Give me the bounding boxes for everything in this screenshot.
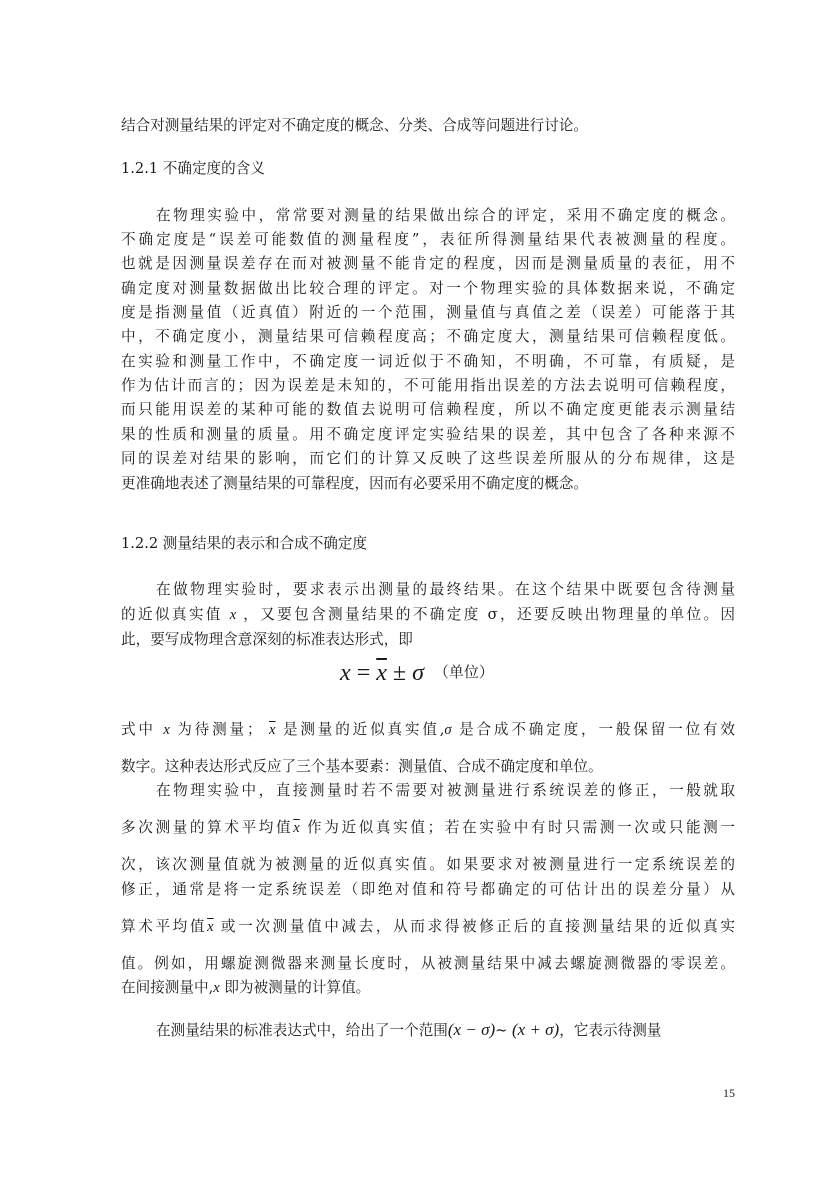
variable-x: x [340, 660, 351, 686]
paragraph-line: 在物理实验中，直接测量时若不需要对被测量进行系统误差的修正，一般就取 [156, 782, 735, 799]
tilde-sign: ~ [495, 1022, 508, 1039]
text-run: 为待测量； [177, 721, 262, 738]
mean-x: $\overline{x}$ [207, 919, 214, 935]
paragraph-line: 作为估计而言的；因为误差是未知的，不可能用指出误差的方法去说明可信赖程度， [121, 377, 735, 394]
plus-minus-sign: ± [392, 660, 407, 686]
paragraph-line [121, 720, 735, 740]
paragraph-line [121, 605, 735, 625]
paragraph-line: 也就是因测量误差存在而对被测量不能肯定的程度，因而是测量质量的表征，用不 [121, 255, 735, 272]
paragraph-line: 在物理实验中，常常要对测量的结果做出综合的评定，采用不确定度的概念。 [156, 207, 735, 224]
paragraph-line: 修正，通常是将一定系统误差（即绝对值和符号都确定的可估计出的误差分量）从 [121, 881, 735, 898]
paragraph-line: 此，要写成物理含意深刻的标准表达形式，即 [121, 631, 413, 648]
text-run: 即为被测量的计算值。 [224, 979, 371, 996]
sigma-symbol: σ [444, 722, 452, 738]
text-run: 是合成不确定度，一般保留一位有效 [459, 721, 735, 738]
paragraph-line: 在做物理实验时，要求表示出测量的最终结果。在这个结果中既要包含待测量 [156, 581, 735, 598]
section-heading-1-2-1: 1.2.1 不确定度的含义 [121, 160, 265, 177]
text-run: 在测量结果的标准表达式中，给出了一个范围 [156, 1022, 448, 1039]
paragraph-line [121, 818, 735, 838]
text-run: 多次测量的算术平均值 [121, 819, 294, 836]
paragraph-line: 度是指测量值（近真值）附近的一个范围，测量值与真值之差（误差）可能落于其 [121, 304, 735, 321]
text-run: 式中 [121, 721, 156, 738]
paragraph-line: 次，该次测量值就为被测量的近似真实值。如果要求对被测量进行一定系统误差的 [121, 856, 735, 873]
mean-x: $\overline{x}$ [376, 660, 387, 686]
variable-x: x [163, 722, 170, 738]
intro-line: 结合对测量结果的评定对不确定度的概念、分类、合成等问题进行讨论。 [121, 117, 589, 134]
text-run: 或一次测量值中减去，从而求得被修正后的直接测量结果的近似真实 [220, 918, 735, 935]
paragraph-line: 数字。这种表达形式反应了三个基本要素：测量值、合成不确定度和单位。 [121, 758, 603, 775]
range-upper-bound: (x + σ) [512, 1020, 560, 1039]
paragraph-line: 果的性质和测量的质量。用不确定度评定实验结果的误差，其中包含了各种来源不 [121, 426, 735, 443]
paragraph-line [121, 917, 735, 937]
paragraph-line [121, 978, 735, 998]
page-number: 15 [723, 1086, 735, 1100]
standard-expression-formula [0, 660, 834, 687]
section-heading-1-2-2: 1.2.2 测量结果的表示和合成不确定度 [121, 535, 368, 552]
paragraph-line: 不确定度是“误差可能数值的测量程度”，表征所得测量结果代表被测量的程度。 [121, 231, 735, 248]
paragraph-line: 更准确地表述了测量结果的可靠程度，因而有必要采用不确定度的概念。 [121, 475, 589, 492]
section-2-paragraph-4 [156, 1020, 735, 1041]
sigma-symbol: σ [412, 660, 424, 686]
formula-unit: （单位） [433, 663, 494, 681]
mean-x: $\overline{x}$ [293, 820, 300, 836]
equals-sign: = [356, 660, 371, 686]
paragraph-line: 中，不确定度小，测量结果可信赖程度高；不确定度大，测量结果可信赖程度低。 [121, 328, 735, 345]
text-run: 是测量的近似真实值, [282, 721, 445, 738]
text-run: 作为近似真实值；若在实验中有时只需测一次或只能测一 [307, 819, 735, 836]
formula-math [340, 660, 424, 686]
text-run: 算术平均值 [121, 918, 208, 935]
text-run: 的近似真实值 [121, 606, 223, 623]
paragraph-line: 而只能用误差的某种可能的数值去说明可信赖程度，所以不确定度更能表示测量结 [121, 401, 735, 418]
paragraph-line: 同的误差对结果的影响，而它们的计算又反映了这些误差所服从的分布规律，这是 [121, 450, 735, 467]
range-lower-bound: (x − σ) [447, 1020, 496, 1039]
paragraph-line: 确定度对测量数据做出比较合理的评定。对一个物理实验的具体数据来说，不确定 [121, 280, 735, 297]
variable-x: x [213, 980, 220, 996]
paragraph-line: 在实验和测量工作中，不确定度一词近似于不确知，不明确，不可靠，有质疑，是 [121, 353, 735, 370]
mean-x: $\overline{x}$ [269, 722, 276, 738]
paragraph-line: 值。例如，用螺旋测微器来测量长度时，从被测量结果中减去螺旋测微器的零误差。 [121, 955, 735, 972]
text-run: 在间接测量中, [121, 979, 214, 996]
variable-x: x [229, 607, 237, 623]
text-run: ，又要包含测量结果的不确定度 σ，还要反映出物理量的单位。因 [243, 606, 736, 623]
text-run: ，它表示待测量 [559, 1022, 662, 1039]
